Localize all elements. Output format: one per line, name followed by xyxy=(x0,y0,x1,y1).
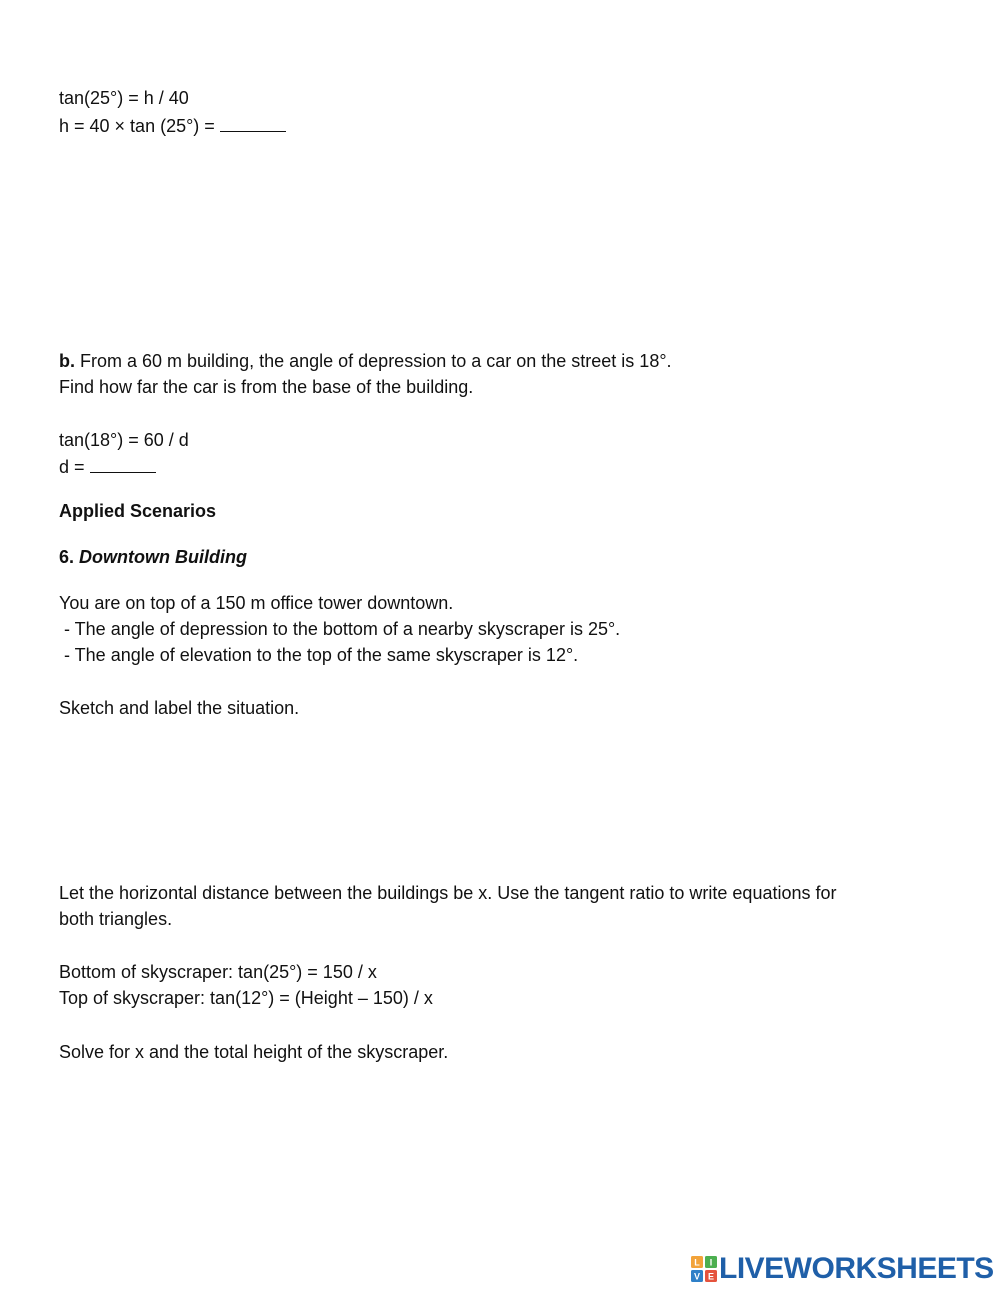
problem-6-solve-prompt: Solve for x and the total height of the skyscraper. xyxy=(59,1042,449,1062)
part-a-answer-blank[interactable] xyxy=(220,113,286,132)
part-a-equation-2 xyxy=(59,113,286,138)
problem-6-equation-bottom: Bottom of skyscraper: tan(25°) = 150 / x xyxy=(59,962,377,982)
problem-6-bullet-1: - The angle of depression to the bottom of a nearby skyscraper is 25°. xyxy=(59,619,621,639)
problem-6-title: Downtown Building xyxy=(79,547,247,567)
problem-6-equation-top: Top of skyscraper: tan(12°) = (Height – 150) / x xyxy=(59,988,433,1008)
liveworksheets-logo xyxy=(691,1254,994,1284)
part-b-label: b. xyxy=(59,351,75,371)
problem-6-instruction-line-1: Let the horizontal distance between the buildings be x. Use the tangent ratio to write equations for xyxy=(59,883,837,903)
section-heading: Applied Scenarios xyxy=(59,501,217,521)
problem-6-heading xyxy=(59,545,247,569)
part-a-equation-2-text: h = 40 × tan (25°) = xyxy=(59,116,220,136)
part-b-equation-2-text: d = xyxy=(59,457,90,477)
part-b-equation-1: tan(18°) = 60 / d xyxy=(59,430,189,450)
svg-text:I: I xyxy=(709,1257,713,1268)
problem-6-sketch-prompt: Sketch and label the situation. xyxy=(59,698,300,718)
svg-text:V: V xyxy=(693,1271,701,1282)
svg-text:E: E xyxy=(707,1271,715,1282)
part-b-question-text: From a 60 m building, the angle of depression to a car on the street is 18°. xyxy=(75,351,672,371)
part-b-answer-blank[interactable] xyxy=(90,454,156,473)
part-a-equation-1: tan(25°) = h / 40 xyxy=(59,88,189,108)
part-b-equation-2 xyxy=(59,454,156,479)
part-b-question-line-2: Find how far the car is from the base of the building. xyxy=(59,377,474,397)
problem-6-bullet-2: - The angle of elevation to the top of the same skyscraper is 12°. xyxy=(59,645,579,665)
problem-6-intro: You are on top of a 150 m office tower downtown. xyxy=(59,593,454,613)
problem-6-instruction-line-2: both triangles. xyxy=(59,909,173,929)
liveworksheets-logo-text: LIVEWORKSHEETS xyxy=(719,1252,994,1285)
liveworksheets-logo-icon xyxy=(691,1256,717,1282)
part-b-question-line-1 xyxy=(59,349,672,373)
svg-text:L: L xyxy=(694,1257,700,1268)
problem-6-number: 6. xyxy=(59,547,75,567)
